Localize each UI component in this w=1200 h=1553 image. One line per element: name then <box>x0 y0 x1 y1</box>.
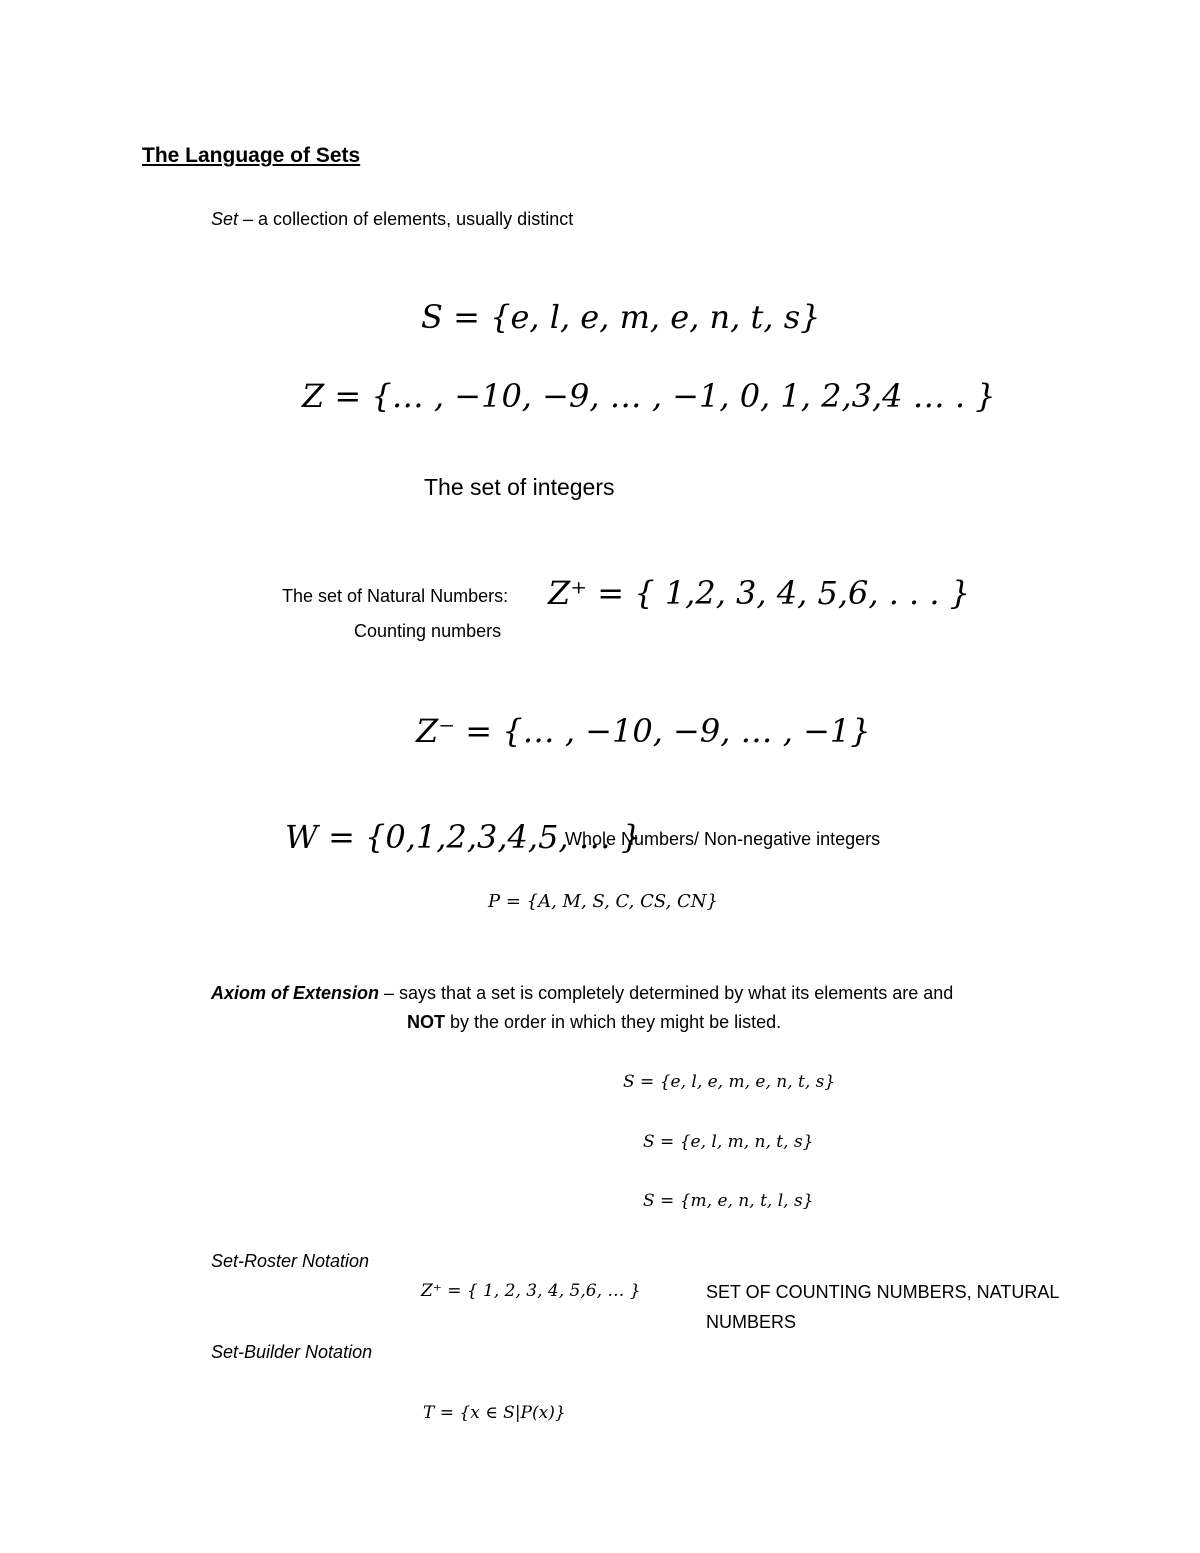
equation-whole-numbers: W = {0,1,2,3,4,5, … } <box>285 818 642 856</box>
roster-note-line-1: SET OF COUNTING NUMBERS, NATURAL <box>706 1282 1060 1302</box>
axiom-term: Axiom of Extension <box>211 983 380 1003</box>
set-definition <box>211 209 573 230</box>
set-dash: – <box>238 209 259 229</box>
set-builder-label: Set-Builder Notation <box>211 1342 373 1362</box>
equation-s-repeat-2: S = {e, l, m, n, t, s} <box>643 1132 814 1152</box>
equation-builder: T = {x ∈ S|P(x)} <box>423 1403 566 1423</box>
natural-numbers-label: The set of Natural Numbers: <box>282 586 509 606</box>
integers-caption: The set of integers <box>424 474 615 500</box>
equation-s-repeat-3: S = {m, e, n, t, l, s} <box>643 1191 814 1211</box>
axiom-not: NOT <box>407 1012 445 1032</box>
page-title: The Language of Sets <box>142 144 361 167</box>
axiom-line-1 <box>211 983 953 1004</box>
equation-roster: Z⁺ = { 1, 2, 3, 4, 5,6, … } <box>421 1281 641 1301</box>
equation-p: P = {A, M, S, C, CS, CN} <box>488 891 718 912</box>
whole-numbers-label: Whole Numbers/ Non-negative integers <box>565 829 881 849</box>
equation-natural-numbers: Z⁺ = { 1,2, 3, 4, 5,6, . . . } <box>548 574 971 612</box>
counting-numbers-label: Counting numbers <box>354 621 502 641</box>
equation-s-repeat-1: S = {e, l, e, m, e, n, t, s} <box>623 1072 836 1092</box>
equation-z: Z = {… , −10, −9, … , −1, 0, 1, 2,3,4 … . } <box>302 377 996 415</box>
set-roster-label: Set-Roster Notation <box>211 1251 370 1271</box>
axiom-line-2 <box>407 1012 781 1033</box>
equation-s: S = {e, l, e, m, e, n, t, s} <box>421 298 821 336</box>
set-term: Set <box>211 209 239 229</box>
set-definition-text: a collection of elements, usually distinct <box>258 209 574 229</box>
axiom-text-1: – says that a set is completely determined by what its elements are and <box>379 983 954 1003</box>
roster-note-line-2: NUMBERS <box>706 1312 797 1332</box>
equation-z-negative: Z⁻ = {… , −10, −9, … , −1} <box>416 712 871 750</box>
axiom-text-2: by the order in which they might be listed. <box>445 1012 782 1032</box>
